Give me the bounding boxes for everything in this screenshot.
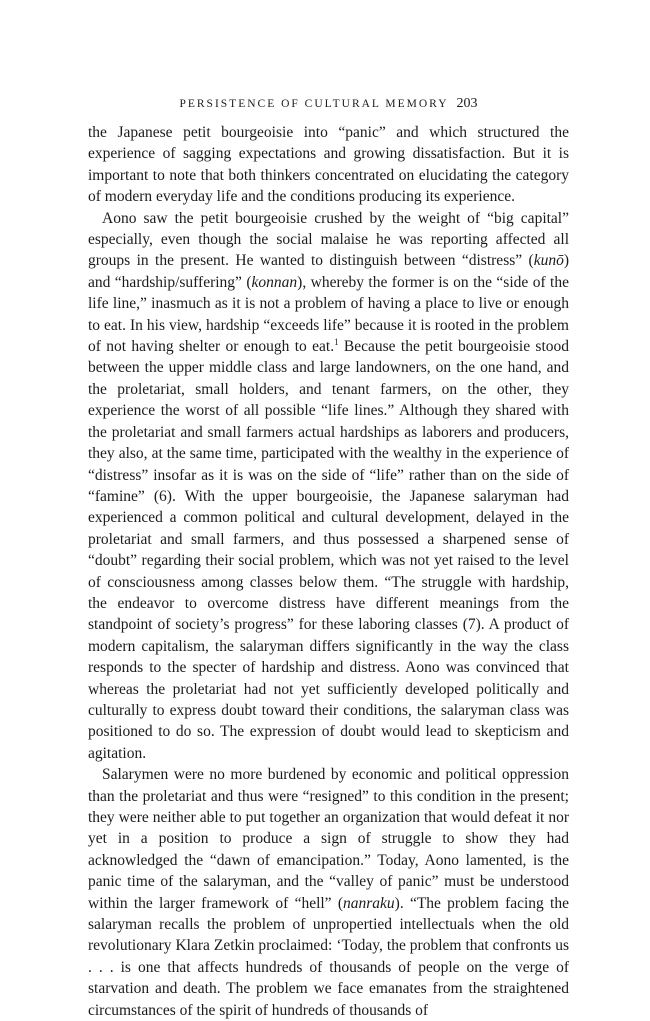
text-run: Because the petit bourgeoisie stood between the upper middle class and large landowners, on the one hand, and the proletariat, small holders, and tenant farmers, on the other, they experience the worst of all possible “life lines.” Although they shared with the proletariat and small farmers actual hardships as laborers and producers, they also, at the same time, participated with the wealthy in the experience of “distress” insofar as it is was on the side of “life” rather than on the side of “famine” (6). With the upper bourgeoisie, the Japanese salaryman had experienced a common political and cultural development, delayed in the proletariat and small farmers, and thus possessed a sharpened sense of “doubt” regarding their social problem, which was not yet raised to the level of consciousness among classes below them. “The struggle with hardship, the endeavor to overcome distress have different meanings from the standpoint of society’s progress” for these laboring classes (7). A product of modern capitalism, the salaryman differs significantly in the way the class responds to the specter of hardship and distress. Aono was convinced that whereas the proletariat had not yet sufficiently developed politically and culturally to express doubt toward their conditions, the salaryman class was positioned to do so. The expression of doubt would lead to skepticism and agitation.	[88, 338, 570, 762]
paragraph	[88, 122, 569, 208]
page-number: 203	[456, 96, 478, 111]
text-run: ), whereby the former is on the “side of the life line,” inasmuch as it is not a problem of having a place to live or enough to eat. In his view, hardship “exceeds life” because it is rooted in the problem of not having shelter or enough to eat.	[88, 273, 569, 356]
book-page	[88, 94, 569, 1021]
paragraph	[88, 764, 569, 1021]
body-text	[88, 122, 569, 1021]
footnote-ref: 1	[334, 336, 339, 347]
text-run: ) and “hardship/suffering” (	[88, 252, 569, 291]
paragraph	[88, 208, 569, 765]
italic-term: kunō	[533, 252, 564, 270]
text-run: the Japanese petit bourgeoisie into “panic” and which structured the experience of sagging expectations and growing dissatisfaction. But it is important to note that both thinkers concentrated on elucidating the category of modern everyday life and the conditions producing its experience.	[88, 124, 569, 206]
running-head	[88, 94, 569, 114]
text-run: Salarymen were no more burdened by economic and political oppression than the proletariat and thus were “resigned” to this condition in the present; they were neither able to put together an organization that would defeat it nor yet in a position to produce a sign of struggle to show they had acknowledged the “dawn of emancipation.” Today, Aono lamented, is the panic time of the salaryman, and the “valley of panic” must be understood within the larger framework of “hell” (	[88, 766, 569, 912]
italic-term: konnan	[251, 273, 298, 291]
italic-term: nanraku	[342, 894, 395, 912]
text-run: Aono saw the petit bourgeoisie crushed by the weight of “big capital” especially, even though the social malaise he was reporting affected all groups in the present. He wanted to distinguish between “distress” (	[88, 209, 569, 270]
text-run: ). “The problem facing the salaryman recalls the problem of unpropertied intellectuals when the old revolutionary Klara Zetkin proclaimed: ‘Today, the problem that confronts us . . . is one that affects hundreds of thousands of people on the verge of starvation and death. The problem we face emanates from the straightened circumstances of the spirit of hundreds of thousands of	[88, 894, 569, 1019]
running-title: PERSISTENCE OF CULTURAL MEMORY	[179, 98, 449, 110]
